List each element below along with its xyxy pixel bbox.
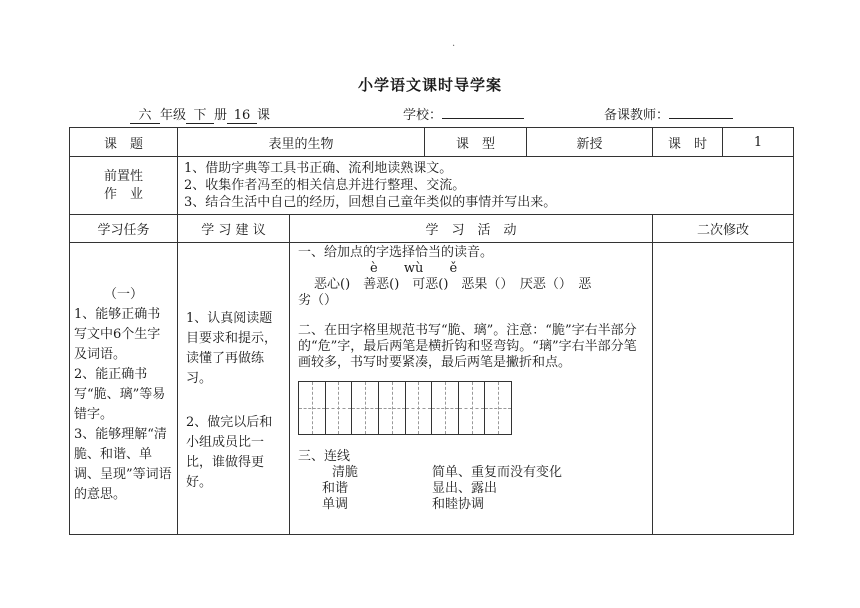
pronunciation-words-wrap: 劣（）	[298, 293, 338, 308]
task-item: 1、能够正确书写文中6个生字及词语。	[74, 307, 161, 362]
type-label: 课 型	[425, 128, 527, 157]
activity-q3: 三、连线	[298, 449, 351, 464]
advice-cell	[178, 243, 290, 535]
prework-label-line: 作 业	[103, 186, 143, 202]
tianzige-cell[interactable]	[459, 382, 486, 434]
pinyin-line: è wù ě	[370, 261, 458, 276]
grade-label: 年级	[160, 108, 187, 123]
tianzige-cell[interactable]	[485, 382, 511, 434]
activity-cell	[290, 243, 653, 535]
advice-item: 1、认真阅读题目要求和提示，读懂了再做练习。	[186, 311, 278, 386]
teacher-field	[604, 104, 733, 123]
col-advice-header: 学 习 建 议	[178, 215, 290, 243]
volume-value: 下	[186, 108, 214, 124]
tianzige-cell[interactable]	[352, 382, 379, 434]
lesson-value: 16	[227, 108, 257, 124]
col-revise-header: 二次修改	[653, 215, 794, 243]
match-right: 和睦协调	[432, 497, 485, 512]
grade-line	[130, 104, 270, 124]
match-left: 单调	[322, 497, 349, 512]
prework-item: 3、结合生活中自己的经历，回想自己童年类似的事情并写出来。	[184, 195, 557, 210]
lesson-label: 课	[257, 108, 271, 123]
activity-q1: 一、给加点的字选择恰当的读音。	[298, 245, 494, 260]
task-item: 3、能够理解“清脆、和谐、单调、呈现”等词语的意思。	[74, 427, 172, 502]
tianzige-cell[interactable]	[326, 382, 353, 434]
school-field	[403, 104, 524, 123]
match-row	[298, 465, 644, 481]
task-item: 2、能正确书写“脆、璃”等易错字。	[74, 367, 166, 422]
hours-label: 课 时	[653, 128, 723, 157]
prework-label-line: 前置性	[103, 168, 143, 184]
col-task-header: 学习任务	[70, 215, 178, 243]
tianzige-grid[interactable]	[298, 381, 512, 435]
lesson-plan-table	[69, 127, 794, 535]
col-activity-header: 学 习 活 动	[290, 215, 653, 243]
content-row	[70, 243, 794, 535]
column-header-row	[70, 215, 794, 243]
school-label: 学校：	[403, 108, 443, 123]
hours-value: 1	[723, 128, 794, 157]
page-dot: .	[452, 38, 456, 49]
topic-label: 课 题	[70, 128, 178, 157]
tianzige-cell[interactable]	[299, 382, 326, 434]
pronunciation-words: 恶心() 善恶() 可恶() 恶果（） 厌恶（） 恶	[314, 277, 592, 292]
teacher-blank	[669, 118, 733, 119]
type-value: 新授	[527, 128, 653, 157]
advice-item: 2、做完以后和小组成员比一比，谁做得更好。	[186, 415, 273, 490]
tianzige-cell[interactable]	[379, 382, 406, 434]
task-cell	[70, 243, 178, 535]
tianzige-cell[interactable]	[406, 382, 433, 434]
prework-row	[70, 157, 794, 215]
teacher-label: 备课教师：	[604, 108, 670, 123]
match-left: 清脆	[332, 465, 359, 480]
activity-q2: 二、在田字格里规范书写“脆、璃”。注意：“脆”字右半部分的“危”字，最后两笔是横折钩和竖弯钩。“璃”字右半部分笔画较多，书写时要紧凑，最后两笔是撇折和点。	[298, 323, 637, 370]
grade-value: 六	[130, 108, 160, 124]
prework-label	[70, 157, 178, 215]
match-row	[298, 481, 644, 497]
revise-cell[interactable]	[653, 243, 794, 535]
school-blank	[442, 118, 524, 119]
task-heading: （一）	[103, 287, 143, 302]
page-title: 小学语文课时导学案	[357, 76, 502, 94]
tianzige-cell[interactable]	[432, 382, 459, 434]
match-right: 简单、重复而没有变化	[432, 465, 563, 480]
match-right: 显出、露出	[432, 481, 498, 496]
topic-value: 表里的生物	[178, 128, 425, 157]
match-left: 和谐	[322, 481, 349, 496]
prework-content	[178, 157, 794, 215]
info-row	[70, 128, 794, 157]
prework-item: 2、收集作者冯至的相关信息并进行整理、交流。	[184, 178, 466, 193]
prework-item: 1、借助字典等工具书正确、流利地读熟课文。	[184, 161, 453, 176]
match-row	[298, 497, 644, 513]
volume-label: 册	[214, 108, 228, 123]
